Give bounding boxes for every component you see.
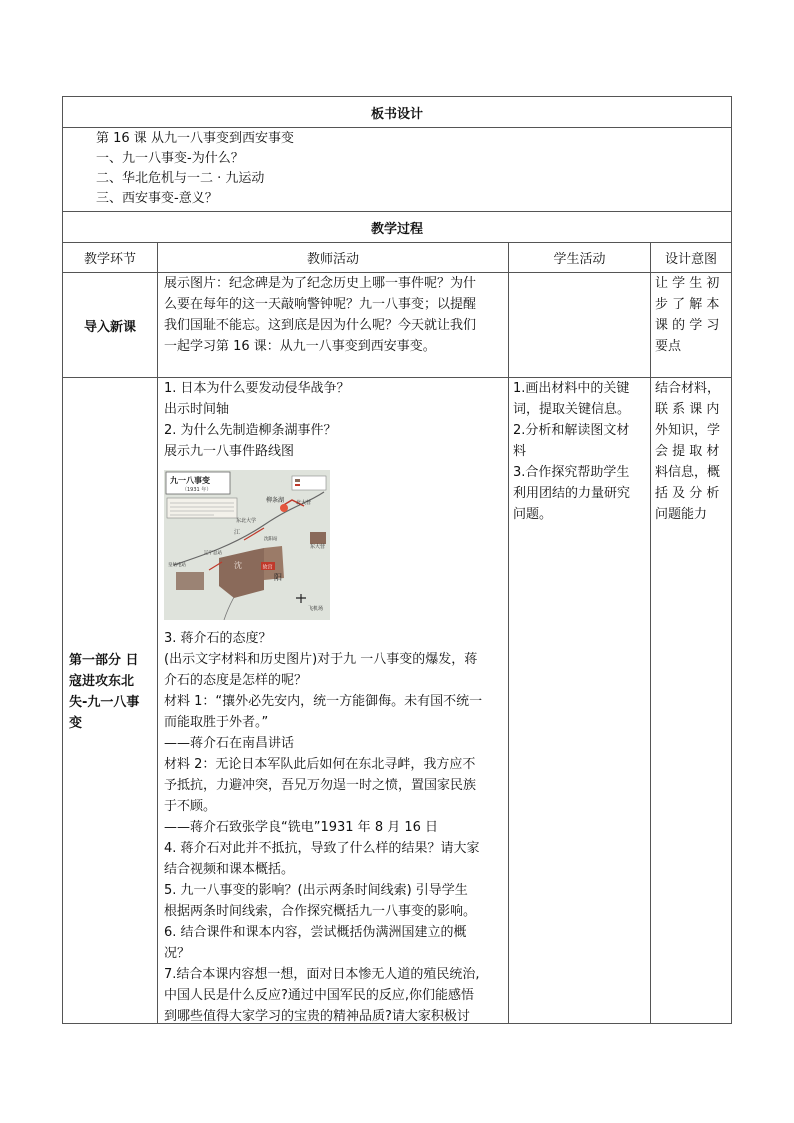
map-year: （1931 年） bbox=[182, 487, 212, 493]
stage-label: 第一部分 日 bbox=[69, 653, 139, 668]
intent-text: 外知识，学 bbox=[655, 423, 721, 438]
column-header: 学生活动 bbox=[509, 243, 651, 272]
board-line: 二、华北危机与一二 · 九运动 bbox=[96, 171, 265, 186]
board-line: 三、西安事变-意义？ bbox=[96, 191, 218, 206]
intent-text: 括 及 分 析 bbox=[655, 486, 720, 501]
intent-text: 课 的 学 习 bbox=[655, 318, 720, 333]
student-activity-cell bbox=[509, 378, 651, 1023]
teacher-text: 6. 结合课件和课本内容，尝试概括伪满洲国建立的概 bbox=[164, 925, 467, 940]
teacher-text: 么要在每年的这一天敲响警钟呢？九一八事变；以提醒 bbox=[164, 297, 477, 312]
september-18-route-map bbox=[164, 470, 330, 620]
teacher-text: 2. 为什么先制造柳条湖事件？ bbox=[164, 423, 337, 438]
student-text: 词，提取关键信息。 bbox=[513, 402, 631, 417]
intent-text: 会 提 取 材 bbox=[655, 444, 720, 459]
stage-label: 寇进攻东北 bbox=[69, 674, 135, 689]
board-content-row bbox=[63, 128, 731, 212]
map-label-huangguyun: 皇姑屯站 bbox=[168, 563, 186, 568]
map-title: 九一八事变 bbox=[170, 476, 210, 485]
teacher-text: 于不顾。 bbox=[164, 799, 217, 814]
map-label-dongdaying: 东大营 bbox=[310, 544, 326, 550]
intent-text: 让 学 生 初 bbox=[655, 276, 720, 291]
teacher-text: 结合视频和课本概括。 bbox=[164, 862, 295, 877]
board-line: 一、九一八事变-为什么？ bbox=[96, 151, 244, 166]
teacher-activity-cell bbox=[158, 273, 509, 377]
board-line: 第 16 课 从九一八事变到西安事变 bbox=[96, 131, 294, 146]
map-label-liaoning: 辽宁总站 bbox=[204, 551, 222, 556]
student-activity-cell bbox=[509, 273, 651, 377]
teacher-text: 予抵抗，力避冲突，吾兄万勿逞一时之愤，置国家民族 bbox=[164, 778, 477, 793]
teacher-text: 根据两条时间线索，合作探究概括九一八事变的影响。 bbox=[164, 904, 477, 919]
teacher-text: 况？ bbox=[164, 946, 191, 961]
stage-cell bbox=[63, 378, 158, 1023]
intent-text: 要点 bbox=[655, 339, 682, 354]
process-heading-row bbox=[63, 212, 731, 243]
teacher-text: 到哪些值得大家学习的宝贵的精神品质?请大家积极讨 bbox=[164, 1009, 470, 1024]
student-text: 利用团结的力量研究 bbox=[513, 486, 631, 501]
student-text: 1.画出材料中的关键 bbox=[513, 381, 630, 396]
teacher-text: 中国人民是什么反应?通过中国军民的反应,你们能感悟 bbox=[164, 988, 475, 1003]
teacher-text: 展示九一八事件路线图 bbox=[164, 444, 295, 459]
map-label-shenyang: 沈 bbox=[234, 561, 242, 570]
teacher-text: 出示时间轴 bbox=[164, 402, 230, 417]
intent-text: 料信息，概 bbox=[655, 465, 721, 480]
intro-row bbox=[63, 273, 731, 378]
teacher-text: 3. 蒋介石的态度？ bbox=[164, 631, 272, 646]
stage-cell bbox=[63, 273, 158, 377]
teacher-text: 5. 九一八事变的影响？(出示两条时间线索) 引导学生 bbox=[164, 883, 468, 898]
intent-text: 问题能力 bbox=[655, 507, 708, 522]
column-header: 教师活动 bbox=[158, 243, 509, 272]
map-label-river: 江 bbox=[234, 529, 241, 536]
intent-cell bbox=[651, 378, 731, 1023]
intent-cell bbox=[651, 273, 731, 377]
teacher-text: 材料 2：无论日本军队此后如何在东北寻衅，我方应不 bbox=[164, 757, 476, 772]
board-heading: 板书设计 bbox=[370, 106, 423, 122]
map-label-liutiaohu: 柳条湖 bbox=[266, 497, 285, 504]
part1-row bbox=[63, 378, 731, 1023]
intent-text: 步 了 解 本 bbox=[655, 297, 720, 312]
student-text: 问题。 bbox=[513, 507, 553, 522]
teacher-text: 材料 1：“攘外必先安内，统一方能御侮。未有国不统一 bbox=[164, 694, 483, 709]
teacher-text: 介石的态度是怎样的呢？ bbox=[164, 673, 308, 688]
map-label-feijichang: 飞机场 bbox=[308, 606, 324, 612]
stage-label: 失-九一八事 bbox=[69, 695, 140, 710]
teacher-text: ——蒋介石在南昌讲话 bbox=[164, 736, 295, 751]
teacher-activity-cell bbox=[158, 378, 509, 1023]
teacher-text: 1. 日本为什么要发动侵华战争？ bbox=[164, 381, 350, 396]
intent-text: 联 系 课 内 bbox=[655, 402, 720, 417]
column-header: 设计意图 bbox=[664, 252, 717, 267]
teacher-text: 展示图片：纪念碑是为了纪念历史上哪一事件呢？为什 bbox=[164, 276, 477, 291]
map-label-railway: 沈阳站 bbox=[264, 537, 278, 542]
teacher-text: 而能取胜于外者。” bbox=[164, 715, 269, 730]
teacher-text: (出示文字材料和历史图片)对于九 一八事变的爆发，蒋 bbox=[164, 652, 478, 667]
map-label-gugong: 故宫 bbox=[262, 564, 273, 571]
teacher-text: ——蒋介石致张学良“铣电”1931 年 8 月 16 日 bbox=[164, 820, 439, 835]
column-header-row bbox=[63, 243, 731, 273]
student-text: 2.分析和解读图文材 bbox=[513, 423, 630, 438]
intent-text: 结合材料， bbox=[655, 381, 721, 396]
map-label-dongda: 东北大学 bbox=[236, 518, 257, 524]
teacher-text: 7.结合本课内容想一想，面对日本惨无人道的殖民统治, bbox=[164, 967, 480, 982]
board-heading-row bbox=[63, 97, 731, 128]
student-text: 3.合作探究帮助学生 bbox=[513, 465, 630, 480]
column-header: 教学环节 bbox=[63, 243, 158, 272]
student-text: 料 bbox=[513, 444, 527, 459]
process-heading: 教学过程 bbox=[370, 221, 423, 237]
stage-label: 导入新课 bbox=[83, 319, 136, 335]
teacher-text: 4. 蒋介石对此并不抵抗，导致了什么样的结果？请大家 bbox=[164, 841, 480, 856]
map-label-beidaying: 北大营 bbox=[296, 500, 312, 506]
map-label-shenyang: 阳 bbox=[274, 573, 282, 582]
stage-label: 变 bbox=[69, 716, 83, 731]
lesson-plan-table bbox=[62, 96, 732, 1024]
teacher-text: 我们国耻不能忘。这到底是因为什么呢？今天就让我们 bbox=[164, 318, 477, 333]
teacher-text: 一起学习第 16 课：从九一八事变到西安事变。 bbox=[164, 339, 436, 354]
